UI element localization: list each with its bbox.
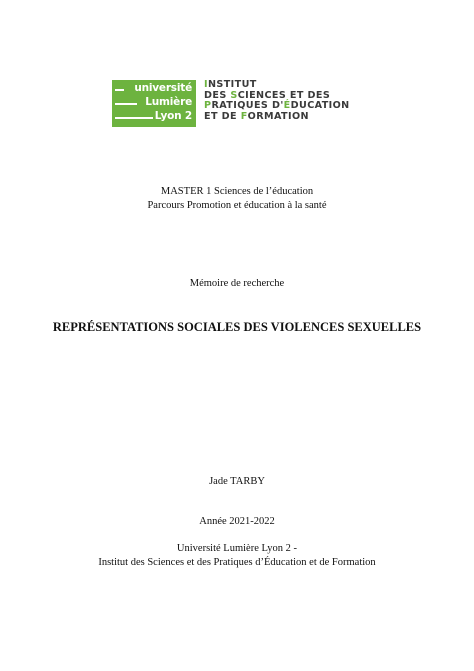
isped-text: CIENCES ET DES: [237, 89, 331, 101]
lyon2-logo-line: Lyon 2: [154, 110, 192, 122]
academic-year: Année 2021-2022: [199, 516, 275, 527]
lyon2-logo-line: université: [134, 82, 192, 94]
program-name: MASTER 1 Sciences de l’éducation: [160, 186, 314, 197]
isped-text: ORMATION: [247, 110, 309, 122]
isped-initial: I: [204, 79, 208, 90]
isped-logo: [204, 80, 350, 122]
isped-text: RATIQUES D': [211, 100, 284, 112]
isped-text: DES: [204, 89, 231, 101]
isped-initial: P: [204, 100, 212, 112]
isped-initial: É: [283, 100, 291, 112]
isped-initial: S: [230, 89, 238, 101]
isped-text: NSTITUT: [207, 79, 257, 90]
logo-block: [112, 80, 350, 132]
institution-line-2: Institut des Sciences et des Pratiques d’Éducation et de Formation: [98, 557, 376, 568]
isped-text: DUCATION: [290, 100, 350, 112]
isped-logo-line: [204, 112, 350, 123]
author-name: Jade TARBY: [209, 476, 265, 487]
thesis-title: REPRÉSENTATIONS SOCIALES DES VIOLENCES SEXUELLES: [52, 320, 422, 334]
isped-initial: F: [240, 110, 248, 122]
program-track: Parcours Promotion et éducation à la santé: [147, 200, 327, 211]
lyon2-logo: [112, 80, 196, 127]
institution-line-1: Université Lumière Lyon 2 -: [176, 543, 298, 554]
isped-text: ET DE: [204, 110, 241, 122]
lyon2-logo-line: Lumière: [145, 96, 192, 108]
document-type: Mémoire de recherche: [189, 278, 285, 289]
